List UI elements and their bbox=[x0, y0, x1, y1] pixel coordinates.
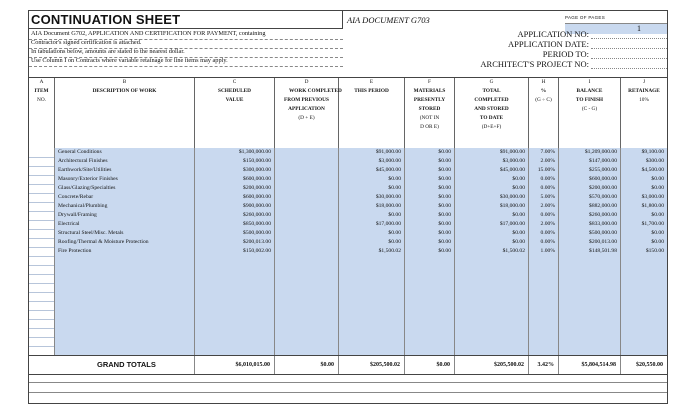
application-no-label: APPLICATION NO: bbox=[517, 29, 589, 39]
description-cell[interactable] bbox=[55, 283, 195, 292]
table-row bbox=[29, 157, 667, 166]
item-no-cell bbox=[29, 265, 55, 274]
total-completed-cell[interactable] bbox=[455, 310, 529, 319]
previous-application-cell[interactable] bbox=[275, 328, 339, 337]
total-percent: 3.42% bbox=[529, 356, 559, 374]
this-period-cell[interactable] bbox=[339, 265, 405, 274]
percent-complete-cell[interactable]: 5.00% bbox=[529, 193, 559, 202]
application-date-label: APPLICATION DATE: bbox=[508, 39, 589, 49]
description-cell[interactable] bbox=[55, 265, 195, 274]
description-cell[interactable] bbox=[55, 319, 195, 328]
description-cell[interactable] bbox=[55, 337, 195, 346]
percent-complete-cell[interactable] bbox=[529, 283, 559, 292]
table-row bbox=[29, 292, 667, 301]
total-completed-cell[interactable]: $1,500.02 bbox=[455, 247, 529, 256]
item-no-cell bbox=[29, 229, 55, 238]
this-period-cell[interactable]: $1,500.02 bbox=[339, 247, 405, 256]
percent-complete-cell[interactable]: 0.00% bbox=[529, 184, 559, 193]
balance-to-finish-cell[interactable]: $882,000.00 bbox=[559, 202, 621, 211]
balance-to-finish-cell[interactable] bbox=[559, 319, 621, 328]
materials-stored-cell[interactable] bbox=[405, 328, 455, 337]
table-row bbox=[29, 202, 667, 211]
table-row bbox=[29, 328, 667, 337]
balance-to-finish-cell[interactable]: $200,000.00 bbox=[559, 184, 621, 193]
percent-complete-cell[interactable]: 0.00% bbox=[529, 211, 559, 220]
this-period-cell[interactable]: $0.00 bbox=[339, 184, 405, 193]
total-completed-cell[interactable]: $45,000.00 bbox=[455, 166, 529, 175]
description-cell[interactable] bbox=[55, 301, 195, 310]
scheduled-value-cell[interactable] bbox=[195, 301, 275, 310]
balance-to-finish-cell[interactable]: $200,013.00 bbox=[559, 238, 621, 247]
previous-application-cell[interactable] bbox=[275, 184, 339, 193]
this-period-cell[interactable] bbox=[339, 346, 405, 355]
scheduled-value-cell[interactable]: $150,000.00 bbox=[195, 157, 275, 166]
total-retainage: $20,550.00 bbox=[636, 362, 663, 368]
table-row bbox=[29, 346, 667, 355]
percent-complete-cell[interactable] bbox=[529, 337, 559, 346]
retainage-cell[interactable] bbox=[621, 274, 667, 283]
percent-complete-cell[interactable]: 0.00% bbox=[529, 229, 559, 238]
balance-to-finish-cell[interactable]: $260,000.00 bbox=[559, 211, 621, 220]
scheduled-value-cell[interactable] bbox=[195, 337, 275, 346]
project-no-field[interactable] bbox=[591, 59, 667, 69]
intro-line: Contractor's signed certification is attached. bbox=[31, 39, 142, 46]
col-f-header: F MATERIALS PRESENTLY STORED (NOT IN D OR E) bbox=[405, 78, 455, 148]
percent-complete-cell[interactable]: 2.00% bbox=[529, 202, 559, 211]
intro-line: AIA Document G702, APPLICATION AND CERTIFICATION FOR PAYMENT, containing bbox=[31, 30, 266, 37]
total-completed-stored: $205,500.02 bbox=[455, 356, 529, 374]
percent-complete-cell[interactable]: 0.00% bbox=[529, 175, 559, 184]
balance-to-finish-cell[interactable]: $500,000.00 bbox=[559, 229, 621, 238]
balance-to-finish-cell[interactable] bbox=[559, 265, 621, 274]
total-completed-cell[interactable] bbox=[455, 328, 529, 337]
previous-application-cell[interactable] bbox=[275, 274, 339, 283]
scheduled-value-cell[interactable] bbox=[195, 328, 275, 337]
application-date-field[interactable] bbox=[591, 39, 667, 49]
retainage-cell[interactable]: $300.00 bbox=[621, 157, 667, 166]
description-cell[interactable]: Earthwork/Site/Utilities bbox=[55, 166, 195, 175]
this-period-cell[interactable] bbox=[339, 292, 405, 301]
total-completed-cell[interactable] bbox=[455, 301, 529, 310]
application-no-field[interactable] bbox=[591, 29, 667, 39]
balance-to-finish-cell[interactable] bbox=[559, 301, 621, 310]
table-row bbox=[29, 229, 667, 238]
item-no-cell bbox=[29, 166, 55, 175]
total-completed-cell[interactable] bbox=[455, 292, 529, 301]
materials-stored-cell[interactable]: $0.00 bbox=[405, 148, 455, 157]
scheduled-value-cell[interactable]: $600,000.00 bbox=[195, 175, 275, 184]
materials-stored-cell[interactable] bbox=[405, 256, 455, 265]
item-no-cell bbox=[29, 238, 55, 247]
document-name: AIA DOCUMENT G703 bbox=[347, 15, 430, 25]
previous-application-cell[interactable] bbox=[275, 148, 339, 157]
scheduled-value-cell[interactable] bbox=[195, 319, 275, 328]
this-period-cell[interactable]: $0.00 bbox=[339, 238, 405, 247]
description-cell[interactable]: Roofing/Thermal & Moisture Protection bbox=[55, 238, 195, 247]
materials-stored-cell[interactable]: $0.00 bbox=[405, 184, 455, 193]
total-completed-cell[interactable]: $0.00 bbox=[455, 184, 529, 193]
materials-stored-cell[interactable] bbox=[405, 337, 455, 346]
page-label: PAGE OF PAGES bbox=[565, 15, 605, 20]
col-g-header: G TOTAL COMPLETED AND STORED TO DATE (D+E+F) bbox=[455, 78, 529, 148]
item-no-cell bbox=[29, 211, 55, 220]
item-no-cell bbox=[29, 175, 55, 184]
sheet-header bbox=[29, 11, 667, 77]
previous-application-cell[interactable] bbox=[275, 193, 339, 202]
project-no-label: ARCHITECT'S PROJECT NO: bbox=[480, 59, 589, 69]
retainage-cell[interactable]: $0.00 bbox=[621, 184, 667, 193]
retainage-cell[interactable]: $3,000.00 bbox=[621, 193, 667, 202]
period-to-field[interactable] bbox=[591, 49, 667, 59]
this-period-cell[interactable]: $0.00 bbox=[339, 175, 405, 184]
scheduled-value-cell[interactable]: $1,300,000.00 bbox=[195, 148, 275, 157]
previous-application-cell[interactable] bbox=[275, 283, 339, 292]
description-cell[interactable]: Mechanical/Plumbing bbox=[55, 202, 195, 211]
total-completed-cell[interactable]: $0.00 bbox=[455, 229, 529, 238]
scheduled-value-cell[interactable]: $150,002.00 bbox=[195, 247, 275, 256]
materials-stored-cell[interactable]: $0.00 bbox=[405, 247, 455, 256]
percent-complete-cell[interactable] bbox=[529, 310, 559, 319]
col-c-header: C SCHEDULED VALUE bbox=[195, 78, 275, 148]
retainage-cell[interactable]: $150.00 bbox=[621, 247, 667, 256]
table-row bbox=[29, 175, 667, 184]
table-row bbox=[29, 184, 667, 193]
item-no-cell bbox=[29, 292, 55, 301]
sheet-title: CONTINUATION SHEET bbox=[31, 12, 181, 27]
table-row bbox=[29, 211, 667, 220]
materials-stored-cell[interactable] bbox=[405, 310, 455, 319]
percent-complete-cell[interactable] bbox=[529, 274, 559, 283]
this-period-cell[interactable] bbox=[339, 274, 405, 283]
item-no-cell bbox=[29, 319, 55, 328]
table-row bbox=[29, 301, 667, 310]
percent-complete-cell[interactable] bbox=[529, 256, 559, 265]
total-completed-cell[interactable] bbox=[455, 319, 529, 328]
scheduled-value-cell[interactable]: $200,013.00 bbox=[195, 238, 275, 247]
total-completed-cell[interactable] bbox=[455, 346, 529, 355]
materials-stored-cell[interactable] bbox=[405, 274, 455, 283]
total-this-period: $205,500.02 bbox=[339, 356, 405, 374]
total-completed-cell[interactable]: $0.00 bbox=[455, 238, 529, 247]
description-cell[interactable]: General Conditions bbox=[55, 148, 195, 157]
column-header-row bbox=[29, 77, 667, 148]
item-no-cell bbox=[29, 202, 55, 211]
table-row bbox=[29, 166, 667, 175]
scheduled-value-cell[interactable] bbox=[195, 283, 275, 292]
balance-to-finish-cell[interactable]: $148,501.98 bbox=[559, 247, 621, 256]
col-b-header: B DESCRIPTION OF WORK bbox=[55, 78, 195, 148]
previous-application-cell[interactable] bbox=[275, 220, 339, 229]
retainage-cell[interactable]: $1,700.00 bbox=[621, 220, 667, 229]
materials-stored-cell[interactable]: $0.00 bbox=[405, 157, 455, 166]
col-d-header: D WORK COMPLETED FROM PREVIOUS APPLICATION (D + E) bbox=[275, 78, 339, 148]
percent-complete-cell[interactable]: 15.00% bbox=[529, 166, 559, 175]
retainage-cell[interactable]: $0.00 bbox=[621, 175, 667, 184]
balance-to-finish-cell[interactable]: $600,000.00 bbox=[559, 175, 621, 184]
title-box bbox=[29, 11, 343, 29]
retainage-cell[interactable] bbox=[621, 256, 667, 265]
item-no-cell bbox=[29, 220, 55, 229]
total-completed-cell[interactable] bbox=[455, 256, 529, 265]
this-period-cell[interactable] bbox=[339, 301, 405, 310]
col-i-header: I BALANCE TO FINISH (C - G) bbox=[559, 78, 621, 148]
description-cell[interactable]: Structural Steel/Misc. Metals bbox=[55, 229, 195, 238]
materials-stored-cell[interactable]: $0.00 bbox=[405, 166, 455, 175]
balance-to-finish-cell[interactable] bbox=[559, 292, 621, 301]
description-cell[interactable] bbox=[55, 292, 195, 301]
col-h-header: H % (G ÷ C) bbox=[529, 78, 559, 148]
materials-stored-cell[interactable]: $0.00 bbox=[405, 211, 455, 220]
description-cell[interactable]: Architectural Finishes bbox=[55, 157, 195, 166]
this-period-cell[interactable]: $30,000.00 bbox=[339, 193, 405, 202]
materials-stored-cell[interactable] bbox=[405, 319, 455, 328]
previous-application-cell[interactable] bbox=[275, 346, 339, 355]
this-period-cell[interactable]: $45,000.00 bbox=[339, 166, 405, 175]
item-no-cell bbox=[29, 193, 55, 202]
scheduled-value-cell[interactable]: $500,000.00 bbox=[195, 229, 275, 238]
table-row bbox=[29, 247, 667, 256]
this-period-cell[interactable]: $0.00 bbox=[339, 211, 405, 220]
item-no-cell bbox=[29, 346, 55, 355]
total-completed-cell[interactable] bbox=[455, 337, 529, 346]
balance-to-finish-cell[interactable] bbox=[559, 274, 621, 283]
percent-complete-cell[interactable] bbox=[529, 319, 559, 328]
retainage-cell[interactable]: $9,100.00 bbox=[621, 148, 667, 157]
previous-application-cell[interactable] bbox=[275, 319, 339, 328]
retainage-cell[interactable] bbox=[621, 346, 667, 355]
scheduled-value-cell[interactable]: $600,000.00 bbox=[195, 193, 275, 202]
retainage-cell[interactable] bbox=[621, 283, 667, 292]
materials-stored-cell[interactable] bbox=[405, 265, 455, 274]
table-row bbox=[29, 274, 667, 283]
col-j-header: J RETAINAGE 10% bbox=[628, 79, 660, 103]
balance-to-finish-cell[interactable]: $255,000.00 bbox=[559, 166, 621, 175]
item-no-cell bbox=[29, 157, 55, 166]
balance-to-finish-cell[interactable]: $147,000.00 bbox=[559, 157, 621, 166]
description-cell[interactable]: Masonry/Exterior Finishes bbox=[55, 175, 195, 184]
scheduled-value-cell[interactable]: $200,000.00 bbox=[195, 184, 275, 193]
total-completed-cell[interactable]: $0.00 bbox=[455, 175, 529, 184]
this-period-cell[interactable] bbox=[339, 337, 405, 346]
grand-totals-row bbox=[29, 355, 667, 375]
previous-application-cell[interactable] bbox=[275, 310, 339, 319]
col-a-header: A ITEM NO. bbox=[29, 78, 55, 148]
balance-to-finish-cell[interactable]: $570,000.00 bbox=[559, 193, 621, 202]
percent-complete-cell[interactable]: 2.00% bbox=[529, 220, 559, 229]
total-scheduled-value: $6,010,015.00 bbox=[195, 356, 275, 374]
item-no-cell bbox=[29, 283, 55, 292]
table-row bbox=[29, 193, 667, 202]
this-period-cell[interactable] bbox=[339, 310, 405, 319]
description-cell[interactable]: Electrical bbox=[55, 220, 195, 229]
previous-application-cell[interactable] bbox=[275, 175, 339, 184]
previous-application-cell[interactable] bbox=[275, 211, 339, 220]
total-completed-cell[interactable]: $91,000.00 bbox=[455, 148, 529, 157]
description-cell[interactable]: Glass/Glazing/Specialties bbox=[55, 184, 195, 193]
materials-stored-cell[interactable]: $0.00 bbox=[405, 193, 455, 202]
description-cell[interactable] bbox=[55, 310, 195, 319]
materials-stored-cell[interactable] bbox=[405, 346, 455, 355]
materials-stored-cell[interactable]: $0.00 bbox=[405, 175, 455, 184]
table-row bbox=[29, 310, 667, 319]
this-period-cell[interactable]: $18,000.00 bbox=[339, 202, 405, 211]
this-period-cell[interactable]: $0.00 bbox=[339, 229, 405, 238]
percent-complete-cell[interactable]: 0.00% bbox=[529, 238, 559, 247]
total-materials-stored: $0.00 bbox=[405, 356, 455, 374]
description-cell[interactable]: Drywall/Framing bbox=[55, 211, 195, 220]
percent-complete-cell[interactable]: 1.00% bbox=[529, 247, 559, 256]
retainage-cell[interactable]: $0.00 bbox=[621, 211, 667, 220]
balance-to-finish-cell[interactable]: $833,000.00 bbox=[559, 220, 621, 229]
total-completed-cell[interactable]: $3,000.00 bbox=[455, 157, 529, 166]
grand-totals-label: GRAND TOTALS bbox=[29, 356, 195, 374]
description-cell[interactable] bbox=[55, 274, 195, 283]
balance-to-finish-cell[interactable] bbox=[559, 337, 621, 346]
this-period-cell[interactable]: $91,000.00 bbox=[339, 148, 405, 157]
this-period-cell[interactable] bbox=[339, 328, 405, 337]
previous-application-cell[interactable] bbox=[275, 337, 339, 346]
total-completed-cell[interactable] bbox=[455, 274, 529, 283]
balance-to-finish-cell[interactable] bbox=[559, 328, 621, 337]
retainage-cell[interactable] bbox=[621, 301, 667, 310]
retainage-cell[interactable] bbox=[621, 292, 667, 301]
balance-to-finish-cell[interactable] bbox=[559, 346, 621, 355]
scheduled-value-cell[interactable]: $850,000.00 bbox=[195, 220, 275, 229]
table-row bbox=[29, 337, 667, 346]
total-balance-to-finish: $5,804,514.98 bbox=[559, 356, 621, 374]
table-row bbox=[29, 265, 667, 274]
previous-application-cell[interactable] bbox=[275, 292, 339, 301]
total-completed-cell[interactable]: $30,000.00 bbox=[455, 193, 529, 202]
scheduled-value-cell[interactable] bbox=[195, 292, 275, 301]
item-no-cell bbox=[29, 274, 55, 283]
previous-application-cell[interactable] bbox=[275, 229, 339, 238]
total-completed-cell[interactable] bbox=[455, 283, 529, 292]
this-period-cell[interactable]: $3,000.00 bbox=[339, 157, 405, 166]
total-completed-cell[interactable]: $18,000.00 bbox=[455, 202, 529, 211]
scheduled-value-cell[interactable] bbox=[195, 346, 275, 355]
intro-line: Use Column I on Contracts where variable retainage for line items may apply. bbox=[31, 57, 228, 64]
previous-application-cell[interactable] bbox=[275, 157, 339, 166]
page-number: 1 bbox=[637, 24, 641, 33]
previous-application-cell[interactable] bbox=[275, 247, 339, 256]
continuation-sheet bbox=[28, 10, 668, 404]
balance-to-finish-cell[interactable] bbox=[559, 310, 621, 319]
percent-complete-cell[interactable]: 7.00% bbox=[529, 148, 559, 157]
total-previous: $0.00 bbox=[275, 356, 339, 374]
retainage-cell[interactable] bbox=[621, 328, 667, 337]
this-period-cell[interactable]: $17,000.00 bbox=[339, 220, 405, 229]
retainage-cell[interactable]: $4,500.00 bbox=[621, 166, 667, 175]
scheduled-value-cell[interactable]: $260,000.00 bbox=[195, 211, 275, 220]
materials-stored-cell[interactable]: $0.00 bbox=[405, 238, 455, 247]
previous-application-cell[interactable] bbox=[275, 238, 339, 247]
materials-stored-cell[interactable]: $0.00 bbox=[405, 202, 455, 211]
total-completed-cell[interactable] bbox=[455, 265, 529, 274]
item-no-cell bbox=[29, 310, 55, 319]
scheduled-value-cell[interactable] bbox=[195, 310, 275, 319]
item-no-cell bbox=[29, 337, 55, 346]
item-no-cell bbox=[29, 328, 55, 337]
materials-stored-cell[interactable]: $0.00 bbox=[405, 220, 455, 229]
previous-application-cell[interactable] bbox=[275, 265, 339, 274]
description-cell[interactable] bbox=[55, 328, 195, 337]
previous-application-cell[interactable] bbox=[275, 202, 339, 211]
table-row bbox=[29, 220, 667, 229]
percent-complete-cell[interactable]: 2.00% bbox=[529, 157, 559, 166]
total-completed-cell[interactable]: $0.00 bbox=[455, 211, 529, 220]
percent-complete-cell[interactable] bbox=[529, 301, 559, 310]
item-no-cell bbox=[29, 256, 55, 265]
table-row bbox=[29, 238, 667, 247]
retainage-cell[interactable] bbox=[621, 337, 667, 346]
description-cell[interactable] bbox=[55, 346, 195, 355]
materials-stored-cell[interactable] bbox=[405, 292, 455, 301]
retainage-cell[interactable]: $0.00 bbox=[621, 238, 667, 247]
retainage-cell[interactable]: $0.00 bbox=[621, 229, 667, 238]
scheduled-value-cell[interactable]: $900,000.00 bbox=[195, 202, 275, 211]
period-to-label: PERIOD TO: bbox=[542, 49, 589, 59]
scheduled-value-cell[interactable]: $300,000.00 bbox=[195, 166, 275, 175]
this-period-cell[interactable] bbox=[339, 319, 405, 328]
scheduled-value-cell[interactable] bbox=[195, 274, 275, 283]
percent-complete-cell[interactable] bbox=[529, 346, 559, 355]
table-row bbox=[29, 319, 667, 328]
item-no-cell bbox=[29, 148, 55, 157]
retainage-cell[interactable]: $1,800.00 bbox=[621, 202, 667, 211]
balance-to-finish-cell[interactable] bbox=[559, 283, 621, 292]
balance-to-finish-cell[interactable] bbox=[559, 256, 621, 265]
percent-complete-cell[interactable] bbox=[529, 265, 559, 274]
description-cell[interactable]: Concrete/Rebar bbox=[55, 193, 195, 202]
table-row bbox=[29, 148, 667, 157]
materials-stored-cell[interactable] bbox=[405, 283, 455, 292]
this-period-cell[interactable] bbox=[339, 283, 405, 292]
total-completed-cell[interactable]: $17,000.00 bbox=[455, 220, 529, 229]
percent-complete-cell[interactable] bbox=[529, 292, 559, 301]
materials-stored-cell[interactable]: $0.00 bbox=[405, 229, 455, 238]
retainage-cell[interactable] bbox=[621, 265, 667, 274]
retainage-cell[interactable] bbox=[621, 310, 667, 319]
item-no-cell bbox=[29, 247, 55, 256]
scheduled-value-cell[interactable] bbox=[195, 256, 275, 265]
previous-application-cell[interactable] bbox=[275, 301, 339, 310]
table-row bbox=[29, 256, 667, 265]
materials-stored-cell[interactable] bbox=[405, 301, 455, 310]
item-no-cell bbox=[29, 301, 55, 310]
table-row bbox=[29, 283, 667, 292]
balance-to-finish-cell[interactable]: $1,209,000.00 bbox=[559, 148, 621, 157]
previous-application-cell[interactable] bbox=[275, 256, 339, 265]
previous-application-cell[interactable] bbox=[275, 166, 339, 175]
retainage-cell[interactable] bbox=[621, 319, 667, 328]
item-no-cell bbox=[29, 184, 55, 193]
description-cell[interactable]: Fire Protection bbox=[55, 247, 195, 256]
scheduled-value-cell[interactable] bbox=[195, 265, 275, 274]
intro-line: In tabulations below, amounts are stated to the nearest dollar. bbox=[31, 48, 185, 55]
percent-complete-cell[interactable] bbox=[529, 328, 559, 337]
this-period-cell[interactable] bbox=[339, 256, 405, 265]
description-cell[interactable] bbox=[55, 256, 195, 265]
col-e-header: E THIS PERIOD bbox=[339, 78, 405, 148]
